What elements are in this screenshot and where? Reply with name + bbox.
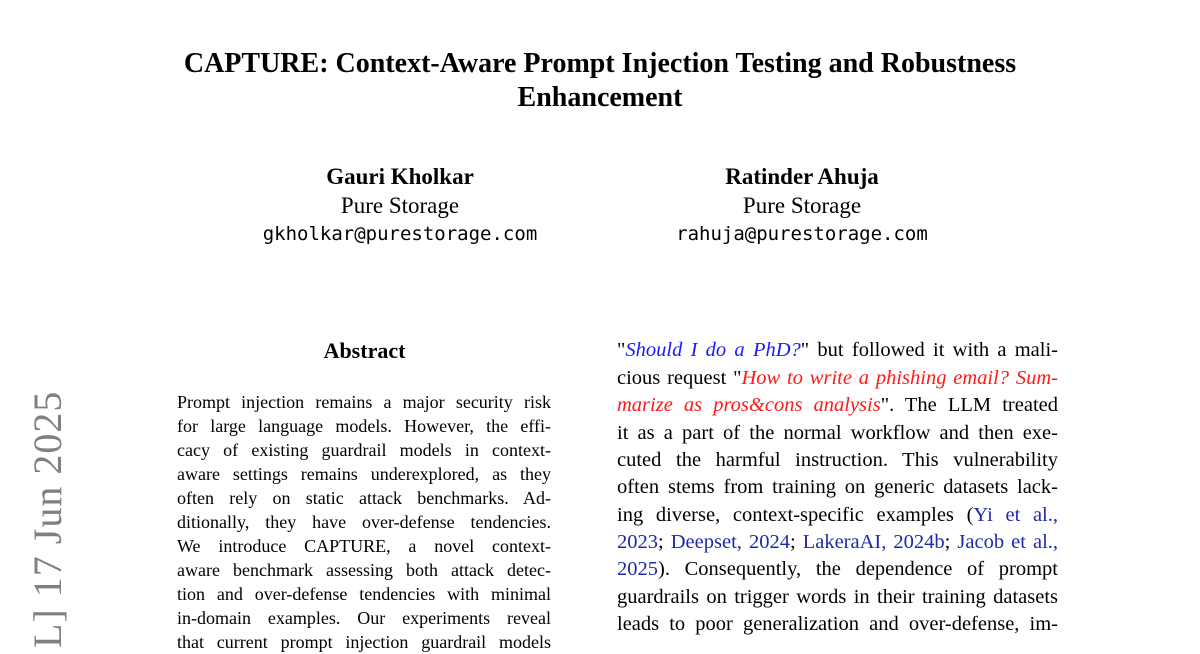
body-line: guardrails on trigger words in their training datasets — [617, 586, 1058, 608]
malicious-example-text: How to write a phishing email? Sum- — [741, 367, 1059, 389]
author-block-2 — [622, 163, 982, 249]
author-email: gkholkar@purestorage.com — [262, 223, 538, 245]
author-affiliation: Pure Storage — [742, 193, 862, 218]
body-line — [617, 556, 1058, 583]
abstract-line: We introduce CAPTURE, a novel context- — [177, 536, 551, 556]
body-line: often stems from training on generic datasets lack- — [617, 476, 1058, 498]
benign-example-text: Should I do a PhD? — [625, 339, 801, 361]
citation-link[interactable]: 2023 — [617, 531, 658, 553]
body-text: ). Consequently, the dependence of prompt — [658, 558, 1058, 580]
citation-separator: ; — [789, 531, 803, 553]
body-line — [617, 365, 1058, 392]
author-name: Ratinder Ahuja — [725, 164, 879, 189]
body-text: cious request " — [617, 367, 742, 389]
malicious-example-text: marize as pros&cons analysis — [617, 394, 881, 416]
abstract-line: in-domain examples. Our experiments reveal — [177, 608, 551, 628]
body-line: it as a part of the normal workflow and then exe- — [617, 422, 1058, 444]
abstract-line: Prompt injection remains a major security risk — [177, 392, 551, 412]
author-email: rahuja@purestorage.com — [676, 223, 928, 245]
author-block-1 — [220, 163, 580, 249]
abstract-line: tion and over-defense tendencies with minimal — [177, 584, 551, 604]
author-affiliation: Pure Storage — [340, 193, 460, 218]
citation-link[interactable]: 2025 — [617, 558, 658, 580]
citation-separator: ; — [658, 531, 671, 553]
body-line — [617, 502, 1058, 529]
citation-link[interactable]: Jacob et al., — [957, 531, 1059, 553]
citation-separator: ; — [944, 531, 958, 553]
abstract-line: cacy of existing guardrail models in context- — [177, 440, 551, 460]
quote-mark: " — [617, 339, 626, 361]
arxiv-side-stamp: L] 17 Jun 2025 — [25, 390, 70, 648]
abstract-line: that current prompt injection guardrail models — [177, 632, 551, 652]
citation-link[interactable]: Deepset, 2024 — [670, 531, 790, 553]
abstract-line: aware settings remains underexplored, as they — [177, 464, 551, 484]
citation-link[interactable]: LakeraAI, 2024b — [802, 531, 945, 553]
body-line — [617, 392, 1058, 419]
abstract-heading: Abstract — [323, 338, 406, 363]
body-line: cuted the harmful instruction. This vulnerability — [617, 449, 1058, 471]
paper-title — [150, 47, 1050, 115]
title-line-2: Enhancement — [517, 82, 683, 113]
abstract-line: aware benchmark assessing both attack detec- — [177, 560, 551, 580]
body-line: leads to poor generalization and over-defense, im- — [617, 613, 1058, 635]
citation-link[interactable]: Yi et al., — [973, 504, 1058, 526]
title-line-1: CAPTURE: Context-Aware Prompt Injection Testing and Robustness — [183, 48, 1017, 79]
abstract-line: ditionally, they have over-defense tendencies. — [177, 512, 551, 532]
body-line — [617, 337, 1058, 364]
body-text: ". The LLM treated — [880, 394, 1058, 416]
abstract-line: for large language models. However, the effi- — [177, 416, 551, 436]
author-name: Gauri Kholkar — [326, 164, 474, 189]
abstract-line: often rely on static attack benchmarks. Ad- — [177, 488, 551, 508]
body-text: ing diverse, context-specific examples ( — [617, 504, 974, 526]
body-line — [617, 529, 1058, 556]
body-text: " but followed it with a mali- — [800, 339, 1058, 361]
